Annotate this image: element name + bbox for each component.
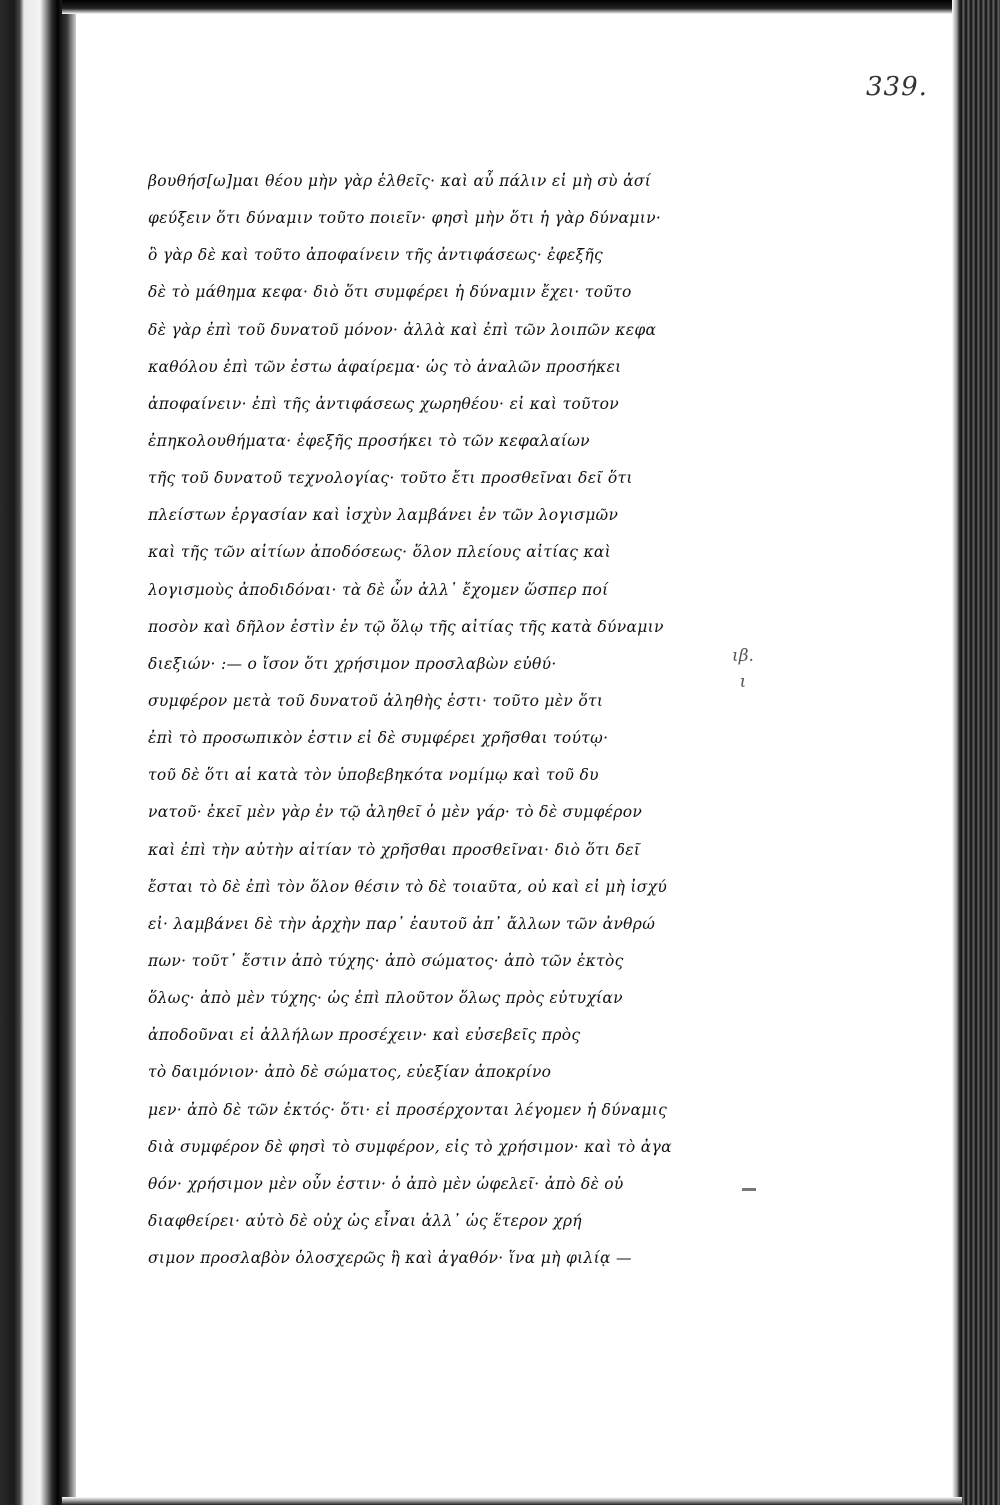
text-line: ἐπὶ τὸ προσωπικὸν ἐστιν εἰ δὲ συμφέρει χρῆσθαι τούτῳ· <box>148 729 609 748</box>
text-line: τοῦ δὲ ὅτι αἱ κατὰ τὸν ὑποβεβηκότα νομίμῳ καὶ τοῦ δυ <box>148 766 599 785</box>
fore-edge-shadow <box>952 0 960 1505</box>
text-line: πων· τοῦτ᾽ ἔστιν ἀπὸ τύχης· ἀπὸ σώματος· ἀπὸ τῶν ἐκτὸς <box>148 951 624 970</box>
text-line: δὲ τὸ μάθημα κεφα· διὸ ὅτι συμφέρει ἡ δύναμιν ἔχει· τοῦτο <box>148 283 632 302</box>
binding-gutter <box>58 0 76 1505</box>
text-line: διεξιών· :— ο ἴσον ὅτι χρήσιμον προσλαβὼν εὐθύ· <box>148 654 557 673</box>
text-line: συμφέρον μετὰ τοῦ δυνατοῦ ἀληθὴς ἐστι· τοῦτο μὲν ὅτι <box>148 691 604 710</box>
text-line: ἐπηκολουθήματα· ἐφεξῆς προσήκει τὸ τῶν κεφαλαίων <box>148 431 590 450</box>
text-line: φεύξειν ὅτι δύναμιν τοῦτο ποιεῖν· φησὶ μὴν ὅτι ἡ γὰρ δύναμιν· <box>148 209 662 228</box>
text-line: λογισμοὺς ἀποδιδόναι· τὰ δὲ ὧν ἀλλ᾽ ἔχομεν ὥσπερ ποί <box>148 580 609 599</box>
text-line: δὲ γὰρ ἐπὶ τοῦ δυνατοῦ μόνον· ἀλλὰ καὶ ἐπὶ τῶν λοιπῶν κεφα <box>148 320 657 339</box>
text-line: νατοῦ· ἐκεῖ μὲν γὰρ ἐν τῷ ἀληθεῖ ὁ μὲν γάρ· τὸ δὲ συμφέρον <box>148 803 643 822</box>
folio-number: 339. <box>866 72 928 102</box>
text-line: εἰ· λαμβάνει δὲ τὴν ἀρχὴν παρ᾽ ἑαυτοῦ ἀπ᾽ ἄλλων τῶν ἀνθρώ <box>148 914 656 933</box>
marginal-note-line: ιβ. <box>732 646 754 666</box>
text-line: καθόλου ἐπὶ τῶν ἐστω ἀφαίρεμα· ὡς τὸ ἀναλῶν προσήκει <box>148 357 622 376</box>
text-line: μεν· ἀπὸ δὲ τῶν ἐκτός· ὅτι· εἰ προσέρχονται λέγομεν ἡ δύναμις <box>148 1100 668 1119</box>
text-line: πλείστων ἐργασίαν καὶ ἰσχὺν λαμβάνει ἐν τῶν λογισμῶν <box>148 506 619 525</box>
text-line: τῆς τοῦ δυνατοῦ τεχνολογίας· τοῦτο ἔτι προσθεῖναι δεῖ ὅτι <box>148 469 633 488</box>
text-line: ὃ γὰρ δὲ καὶ τοῦτο ἀποφαίνειν τῆς ἀντιφάσεως· ἐφεξῆς <box>148 246 603 265</box>
text-line: ἀποδοῦναι εἰ ἀλλήλων προσέχειν· καὶ εὐσεβεῖς πρὸς <box>148 1026 581 1045</box>
text-line: καὶ ἐπὶ τὴν αὐτὴν αἰτίαν τὸ χρῆσθαι προσθεῖναι· διὸ ὅτι δεῖ <box>148 840 641 859</box>
text-line: ἀποφαίνειν· ἐπὶ τῆς ἀντιφάσεως χωρηθέου· εἰ καὶ τοῦτον <box>148 394 619 413</box>
ink-mark <box>742 1188 756 1191</box>
bottom-page-edge <box>62 1497 962 1505</box>
text-line: σιμον προσλαβὸν ὁλοσχερῶς ἢ καὶ ἀγαθόν· ἵνα μὴ φιλίᾳ — <box>148 1249 632 1268</box>
text-line: διὰ συμφέρον δὲ φησὶ τὸ συμφέρον, εἰς τὸ χρήσιμον· καὶ τὸ ἀγα <box>148 1137 672 1156</box>
facing-page-edge <box>0 0 62 1505</box>
manuscript-text-block <box>148 163 703 1277</box>
text-line: ὅλως· ἀπὸ μὲν τύχης· ὡς ἐπὶ πλοῦτον ὅλως πρὸς εὐτυχίαν <box>148 989 623 1008</box>
text-line: τὸ δαιμόνιον· ἀπὸ δὲ σώματος, εὐεξίαν ἀποκρίνο <box>148 1063 552 1082</box>
text-line: καὶ τῆς τῶν αἰτίων ἀποδόσεως· ὅλον πλείους αἰτίας καὶ <box>148 543 612 562</box>
text-line: διαφθείρει· αὐτὸ δὲ οὐχ ὡς εἶναι ἀλλ᾽ ὡς ἕτερον χρή <box>148 1211 582 1230</box>
text-line: βουθήσ[ω]μαι θέου μὴν γὰρ ἐλθεῖς· καὶ αὖ πάλιν εἰ μὴ σὺ ἀσί <box>148 172 652 190</box>
top-page-edge <box>62 0 962 14</box>
text-line: ἔσται τὸ δὲ ἐπὶ τὸν ὅλον θέσιν τὸ δὲ τοιαῦτα, οὐ καὶ εἰ μὴ ἰσχύ <box>148 877 668 896</box>
marginal-note-line: ι <box>739 672 747 692</box>
text-line: ποσὸν καὶ δῆλον ἐστὶν ἐν τῷ ὅλῳ τῆς αἰτίας τῆς κατὰ δύναμιν <box>148 617 664 636</box>
text-line: θόν· χρήσιμον μὲν οὖν ἐστιν· ὁ ἀπὸ μὲν ὠφελεῖ· ἀπὸ δὲ οὐ <box>148 1174 624 1193</box>
fore-edge <box>960 0 1000 1505</box>
marginal-note <box>728 643 758 695</box>
